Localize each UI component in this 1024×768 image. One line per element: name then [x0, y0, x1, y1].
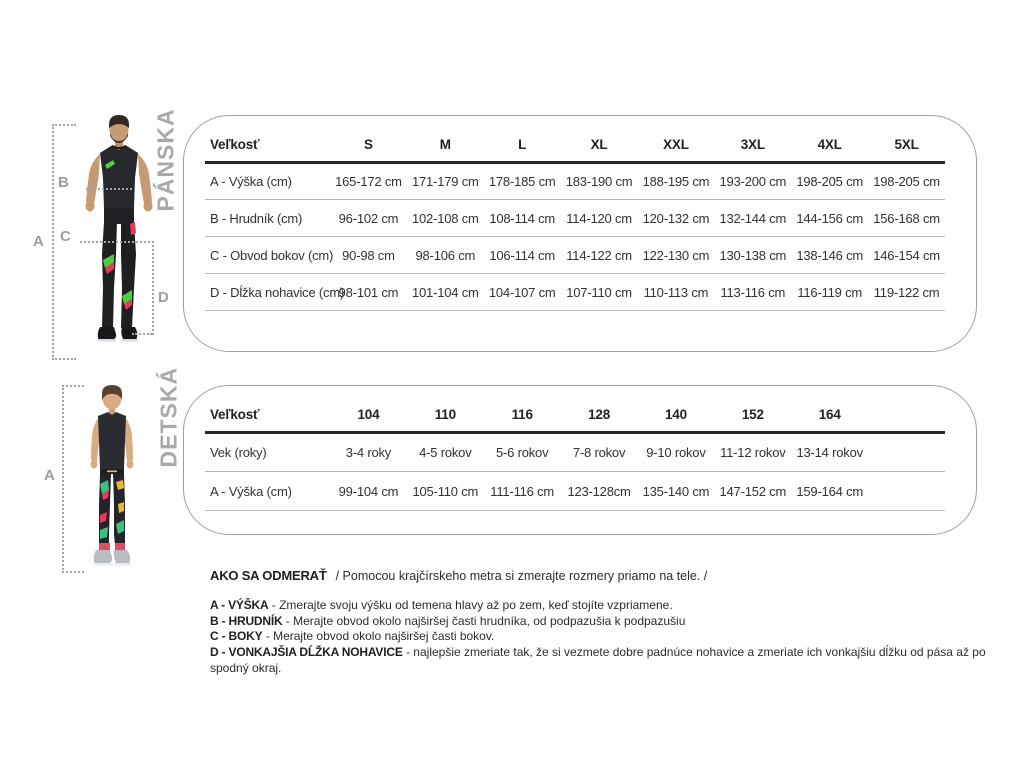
- how-to-measure-subtitle: / Pomocou krajčírskeho metra si zmerajte rozmery priamo na tele. /: [335, 569, 708, 583]
- size-value-cell: 3-4 roky: [330, 433, 407, 472]
- size-value-cell: 159-164 cm: [791, 472, 868, 511]
- size-value-cell: 11-12 rokov: [714, 433, 791, 472]
- mens-height-guide-top-tick: [52, 124, 76, 126]
- size-value-cell: 98-106 cm: [407, 237, 484, 274]
- size-value-cell: 119-122 cm: [868, 274, 945, 311]
- size-column-header: L: [484, 131, 561, 163]
- size-value-cell: 193-200 cm: [714, 163, 791, 200]
- size-value-cell: 101-104 cm: [407, 274, 484, 311]
- size-value-cell: 132-144 cm: [714, 200, 791, 237]
- size-value-cell: 130-138 cm: [714, 237, 791, 274]
- size-column-header: 4XL: [791, 131, 868, 163]
- size-value-cell: 106-114 cm: [484, 237, 561, 274]
- kids-model-photo: [76, 384, 148, 576]
- size-value-cell: 178-185 cm: [484, 163, 561, 200]
- size-value-cell: [868, 472, 945, 511]
- size-column-header: 128: [561, 401, 638, 433]
- row-label: D - Dĺžka nohavice (cm): [205, 274, 330, 311]
- size-table-header-row: [205, 131, 945, 163]
- mens-hips-guide-line: [80, 241, 154, 243]
- mens-size-table: [205, 131, 945, 311]
- measure-term: A - VÝŠKA: [210, 598, 269, 612]
- kids-marker-a: A: [44, 467, 55, 484]
- size-value-cell: 156-168 cm: [868, 200, 945, 237]
- size-value-cell: 188-195 cm: [638, 163, 715, 200]
- size-value-cell: 116-119 cm: [791, 274, 868, 311]
- size-column-header: M: [407, 131, 484, 163]
- measure-term: B - HRUDNÍK: [210, 613, 283, 628]
- size-value-cell: 120-132 cm: [638, 200, 715, 237]
- size-table-corner-header: Veľkosť: [205, 131, 330, 163]
- mens-pants-guide-line: [152, 241, 154, 335]
- mens-pants-guide-bottom-tick: [132, 333, 152, 335]
- size-value-cell: 147-152 cm: [714, 472, 791, 511]
- measure-instruction: [210, 598, 990, 614]
- how-to-measure-title-line: [210, 568, 990, 583]
- mens-height-guide-line: [52, 124, 54, 360]
- size-table-row: [205, 200, 945, 237]
- row-label: C - Obvod bokov (cm): [205, 237, 330, 274]
- size-value-cell: 144-156 cm: [791, 200, 868, 237]
- how-to-measure-title: AKO SA ODMERAŤ: [210, 568, 327, 583]
- size-value-cell: 110-113 cm: [638, 274, 715, 311]
- size-value-cell: 123-128cm: [561, 472, 638, 511]
- size-column-header: 5XL: [868, 131, 945, 163]
- size-value-cell: 5-6 rokov: [484, 433, 561, 472]
- measure-description: - Zmerajte svoju výšku od temena hlavy až po zem, keď stojíte vzpriamene.: [268, 598, 673, 612]
- measure-term: D - VONKAJŠIA DĹŽKA NOHAVICE: [210, 645, 403, 660]
- size-value-cell: 102-108 cm: [407, 200, 484, 237]
- size-value-cell: 198-205 cm: [791, 163, 868, 200]
- size-value-cell: 13-14 rokov: [791, 433, 868, 472]
- size-table-row: [205, 433, 945, 472]
- size-value-cell: 104-107 cm: [484, 274, 561, 311]
- size-column-header: XXL: [638, 131, 715, 163]
- size-table-row: [205, 274, 945, 311]
- measure-instruction: [210, 645, 990, 676]
- how-to-measure-section: [210, 568, 990, 677]
- mens-marker-b: B: [58, 174, 69, 191]
- size-column-header: 104: [330, 401, 407, 433]
- size-table-corner-header: Veľkosť: [205, 401, 330, 433]
- kids-height-guide-bottom-tick: [62, 571, 84, 573]
- measure-instruction: [210, 614, 990, 630]
- size-value-cell: 90-98 cm: [330, 237, 407, 274]
- row-label: A - Výška (cm): [205, 472, 330, 511]
- row-label: B - Hrudník (cm): [205, 200, 330, 237]
- measure-description: - Merajte obvod okolo najširšej časti bokov.: [262, 629, 495, 644]
- size-value-cell: 146-154 cm: [868, 237, 945, 274]
- size-column-header: S: [330, 131, 407, 163]
- size-value-cell: 183-190 cm: [561, 163, 638, 200]
- measure-instruction: [210, 629, 990, 645]
- size-value-cell: 108-114 cm: [484, 200, 561, 237]
- mens-model-photo: [72, 112, 164, 366]
- row-label: A - Výška (cm): [205, 163, 330, 200]
- size-column-header: 164: [791, 401, 868, 433]
- size-value-cell: 98-101 cm: [330, 274, 407, 311]
- size-value-cell: 96-102 cm: [330, 200, 407, 237]
- size-column-header: 152: [714, 401, 791, 433]
- size-column-header: 140: [638, 401, 715, 433]
- mens-section-label: PÁNSKA: [152, 108, 179, 212]
- size-table-row: [205, 237, 945, 274]
- size-column-header: 116: [484, 401, 561, 433]
- measure-description: - najlepšie zmeriate tak, že si vezmete dobre padnúce nohavice a zmeriate ich vonkajšiu dĺžku od pása až po spodný okraj.: [210, 645, 986, 675]
- size-value-cell: 138-146 cm: [791, 237, 868, 274]
- kids-height-guide-line: [62, 385, 64, 573]
- size-value-cell: 113-116 cm: [714, 274, 791, 311]
- size-table-row: [205, 163, 945, 200]
- mens-marker-c: C: [60, 228, 71, 245]
- mens-marker-d: D: [158, 289, 169, 306]
- size-column-header: 3XL: [714, 131, 791, 163]
- kids-size-table: [205, 401, 945, 511]
- size-value-cell: 165-172 cm: [330, 163, 407, 200]
- row-label: Vek (roky): [205, 433, 330, 472]
- mens-size-panel: [183, 115, 977, 352]
- size-value-cell: 198-205 cm: [868, 163, 945, 200]
- size-value-cell: 7-8 rokov: [561, 433, 638, 472]
- size-value-cell: 99-104 cm: [330, 472, 407, 511]
- size-column-header: XL: [561, 131, 638, 163]
- kids-height-guide-top-tick: [62, 385, 84, 387]
- size-value-cell: 122-130 cm: [638, 237, 715, 274]
- size-value-cell: 114-120 cm: [561, 200, 638, 237]
- size-table-header-row: [205, 401, 945, 433]
- size-value-cell: 171-179 cm: [407, 163, 484, 200]
- kids-section-label: DETSKÁ: [155, 366, 182, 468]
- size-value-cell: [868, 433, 945, 472]
- size-column-header: 110: [407, 401, 484, 433]
- size-column-header: [868, 401, 945, 433]
- how-to-measure-items: [210, 598, 990, 677]
- size-value-cell: 9-10 rokov: [638, 433, 715, 472]
- size-value-cell: 111-116 cm: [484, 472, 561, 511]
- size-value-cell: 107-110 cm: [561, 274, 638, 311]
- measure-term: C - BOKY: [210, 629, 263, 644]
- kids-size-panel: [183, 385, 977, 535]
- measure-description: - Merajte obvod okolo najširšej časti hrudníka, od podpazušia k podpazušiu: [282, 613, 686, 628]
- size-value-cell: 105-110 cm: [407, 472, 484, 511]
- mens-marker-a: A: [33, 233, 44, 250]
- size-value-cell: 4-5 rokov: [407, 433, 484, 472]
- size-table-row: [205, 472, 945, 511]
- size-value-cell: 135-140 cm: [638, 472, 715, 511]
- size-value-cell: 114-122 cm: [561, 237, 638, 274]
- mens-chest-guide-line: [86, 188, 132, 190]
- mens-height-guide-bottom-tick: [52, 358, 76, 360]
